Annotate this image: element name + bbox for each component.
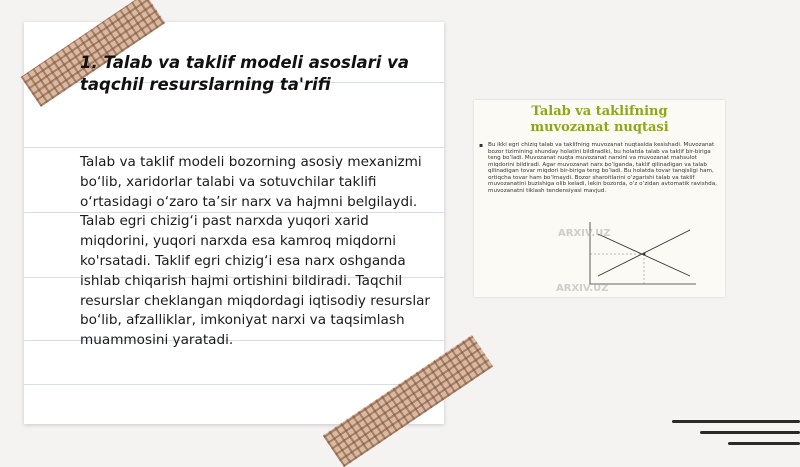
paper-rule [24, 384, 444, 385]
slide-title: 1. Talab va taklif modeli asoslari va taqchil resurslarning ta'rifi [80, 53, 410, 94]
bullet-icon: ▪ [479, 142, 484, 149]
image-title-line1: Talab va taklifning [531, 104, 668, 119]
paper-rule [24, 147, 444, 148]
decorative-line [728, 442, 800, 445]
slide-body-text: Talab va taklif modeli bozorning asosiy mexanizmi bo‘lib, xaridorlar talabi va sotuvchilar taklifi o‘rtasidagi o‘zaro ta’sir narx va hajmni belgilaydi. Talab egri chizig‘i past narxda yuqori xarid miqdorini, yuqori narxda esa kamroq miqdorni ko'rsatadi. Taklif egri chizig‘i esa narx oshganda ishlab chiqarish hajmi ortishini bildiradi. Taqchil resurslar cheklangan miqdordagi iqtisodiy resurslar bo‘lib, afzalliklar, imkoniyat narxi va taqsimlash muammosini yaratadi. [80, 154, 431, 349]
image-title-line2: muvozanat nuqtasi [530, 120, 669, 135]
decorative-line [700, 431, 800, 434]
decorative-line [672, 420, 800, 423]
image-text: Bu ikki egri chiziq talab va taklifning muvozanat nuqtasida kesishadi. Muvozanat bozor tizimining shunday holatini bildiradiki, bu holatda talab va taklif bir-biriga teng bo‘ladi. Muvozanat nuqta muvozanat narxini va muvozanat mahsulot miqdorini bildiradi. Agar muvozanat narx bo‘lganda, taklif qilinadigan va talab qilinadigan tovar miqdori bir-biriga teng bo‘ladi. Bu holatda tovar tanqisligi ham, ortiqcha tovar ham bo‘lmaydi. Bozor sharoitlarini o‘zgarishi talab va taklif muvozanatini buzishiga olib keladi, lekin bozorda, o‘z o‘zidan avtomatik ravishda, muvozanatni tiklash tendensiyasi mavjud. [488, 142, 717, 194]
equilibrium-point [643, 253, 646, 256]
watermark: ARXIV.UZ [558, 228, 611, 239]
watermark: ARXIV.UZ [556, 283, 609, 294]
image-title [474, 104, 725, 136]
